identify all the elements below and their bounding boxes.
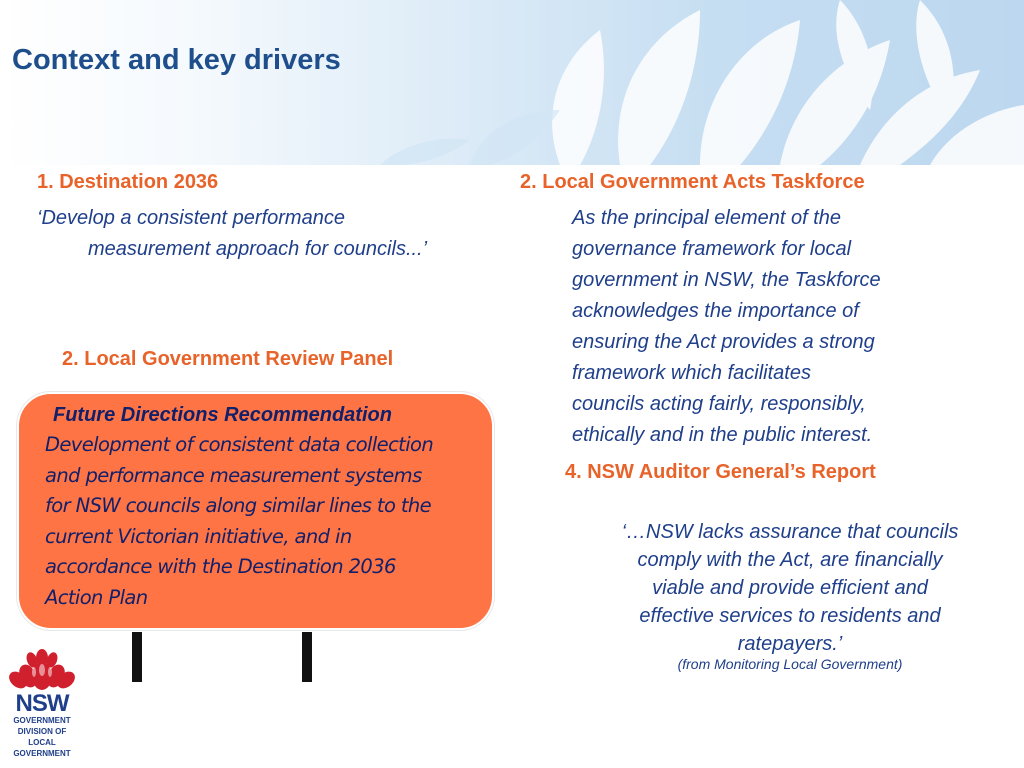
logo-line: GOVERNMENT [13, 749, 71, 758]
callout-line: current Victorian initiative, and in [45, 524, 352, 548]
quote-line: comply with the Act, are financially [637, 549, 943, 571]
callout-line: and performance measurement systems [45, 463, 422, 487]
quote-source: (from Monitoring Local Government) [677, 656, 903, 672]
recommendation-callout [17, 392, 494, 630]
callout-body [45, 430, 489, 613]
text-line: As the principal element of the [572, 207, 842, 229]
taskforce-heading: 2. Local Government Acts Taskforce [520, 171, 865, 193]
destination-2036-heading: 1. Destination 2036 [37, 171, 219, 193]
text-line: councils acting fairly, responsibly, [572, 393, 866, 415]
callout-line: for NSW councils along similar lines to the [45, 494, 432, 517]
quote-line: ‘…NSW lacks assurance that councils [621, 521, 959, 543]
text-line: governance framework for local [572, 238, 852, 260]
logo-mark: NSW [15, 690, 69, 717]
text-line: acknowledges the importance of [572, 300, 859, 322]
nsw-government-logo [6, 646, 78, 761]
waratah-watermark-icon [0, 0, 1024, 165]
auditor-general-heading: 4. NSW Auditor General’s Report [565, 461, 876, 483]
text-line: framework which facilitates [572, 362, 811, 384]
quote-line: effective services to residents and [639, 605, 941, 627]
callout-line: accordance with the Destination 2036 [45, 555, 396, 578]
auditor-general-quote [560, 518, 1020, 658]
callout-line: Action Plan [45, 585, 148, 609]
page-title: Context and key drivers [12, 44, 341, 76]
sign-post-left [132, 632, 142, 682]
logo-line: DIVISION OF [17, 727, 67, 736]
text-line: ethically and in the public interest. [572, 424, 873, 446]
text-line: ensuring the Act provides a strong [572, 331, 875, 353]
taskforce-text [572, 203, 992, 451]
review-panel-heading: 2. Local Government Review Panel [62, 348, 394, 370]
quote-line: measurement approach for councils...’ [88, 238, 428, 260]
sign-post-right [302, 632, 312, 682]
text-line: government in NSW, the Taskforce [572, 269, 881, 291]
logo-line: GOVERNMENT [13, 716, 71, 725]
logo-line: LOCAL [28, 738, 56, 747]
quote-line: ratepayers.’ [737, 633, 843, 655]
quote-line: viable and provide efficient and [652, 577, 928, 599]
callout-title: Future Directions Recommendation [53, 404, 392, 426]
destination-2036-quote [37, 203, 527, 265]
header-banner [0, 0, 1024, 165]
quote-line: ‘Develop a consistent performance [37, 207, 345, 229]
waratah-flower-icon [6, 646, 78, 694]
callout-line: Development of consistent data collection [45, 433, 434, 456]
